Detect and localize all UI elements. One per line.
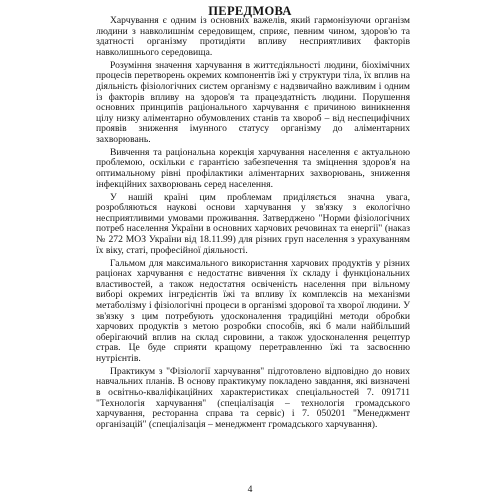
paragraph-4: У нашій країні цим проблемам приділяється значна увага, розробляються наукові основи харчування у зв'язку з екологічно несприятливими умовами проживання. Затверджено "Норми фізіологічних потреб населення України в основних харчових речовинах та енергії" (наказ № 272 МОЗ України від 18.11.99) для різних груп населення з урахуванням їх віку, статі, професійної діяльності.: [96, 191, 410, 256]
paragraph-2: Розуміння значення харчування в життєдіяльності людини, біохімічних процесів перетворень окремих компонентів їжі у структури тіла, їх вплив на діяльність фізіологічних систем організму є надзвичайно важливим і одним із факторів впливу на здоров'я та працездатність людини. Порушення основних принципів раціонального харчування є причиною виникнення цілу низку аліментарно обумовлених станів та хвороб – від неспецифічних проявів зниження імунного статусу організму до аліментарних захворювань.: [96, 59, 410, 145]
paragraph-6: Практикум з "Фізіології харчування" підготовлено відповідно до нових навчальних планів. В основу практикуму покладено завдання, які визначені в освітньо-кваліфікаційних характеристиках спеціальностей 7. 091711 "Технологія харчування" (спеціалізація – технологія громадського харчування, ресторанна справа та сервіс) і 7. 050201 "Менеджмент організацій" (спеціалізація – менеджмент громадського харчування).: [96, 365, 410, 430]
body-text: [96, 16, 410, 433]
page-title: ПЕРЕДМОВА: [208, 4, 292, 18]
paragraph-3: Вивчення та раціональна корекція харчування населення є актуальною проблемою, оскільки є гарантією забезпечення та зміцнення здоров'я на оптимальному рівні профілактики аліментарних захворювань, зниження інфекційних захворювань серед населення.: [96, 146, 410, 190]
page-number: 4: [247, 484, 253, 495]
paragraph-1: Харчування є одним із основних важелів, який гармонізуючи організм людини з навколишнім середовищем, сприяє, певним чином, здоров'ю та здатності організму протидіяти впливу несприятливих факторів навколишнього середовища.: [96, 15, 410, 58]
paragraph-5: Гальмом для максимального використання харчових продуктів у різних раціонах харчування є недостатнє вивчення їх складу і функціональних властивостей, а також недостатня освіченість населення при вільному виборі окремих інгредієнтів їжі та впливу їх комплексів на механізми метаболізму і фізіологічні процеси в організмі здорової та хворої людини. У зв'язку з цим потребують удосконалення традиційні методи обробки харчових продуктів з метою розробки способів, які б мали найбільший оберігаючий вплив на склад сировини, а також удосконалення рецептур страв. Це буде сприяти кращому перетравленню їжі та засвоєнню нутрієнтів.: [96, 257, 410, 364]
